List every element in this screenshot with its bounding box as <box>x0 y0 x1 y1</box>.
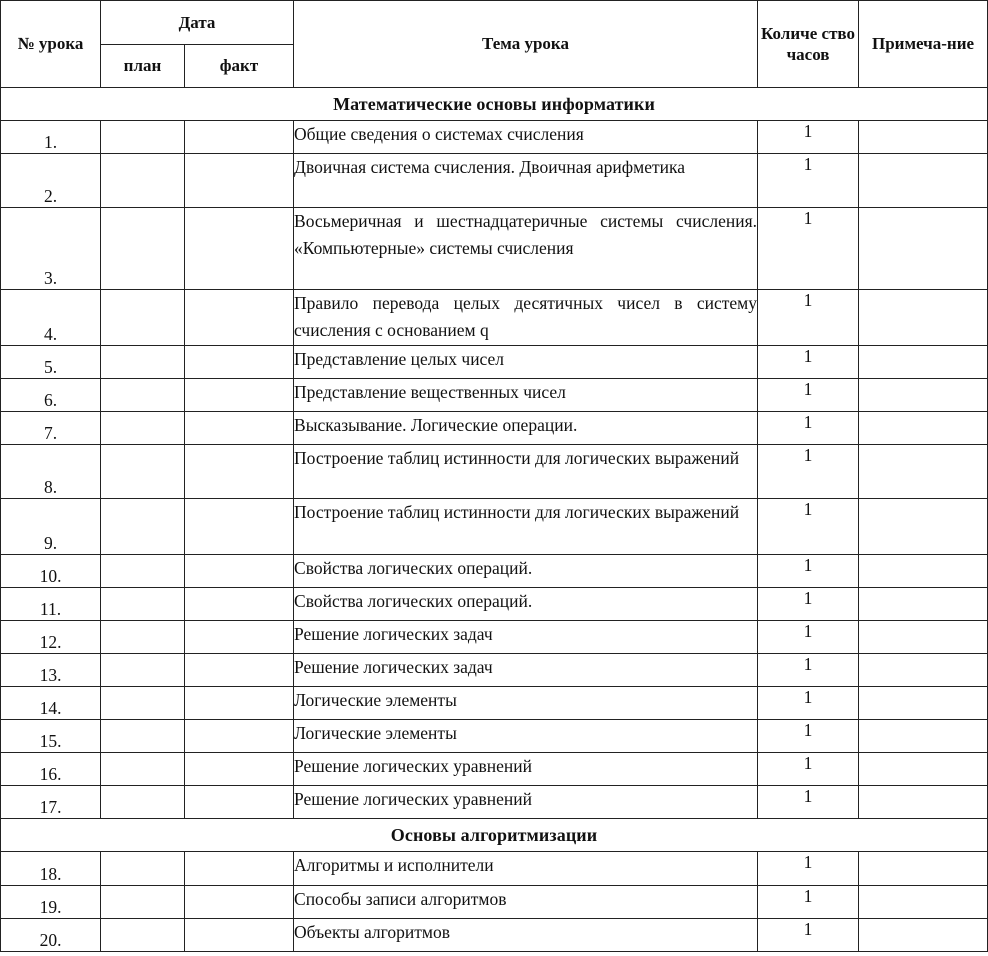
lesson-number-cell: 5. <box>1 346 101 379</box>
note-cell <box>859 687 988 720</box>
date-fact-cell <box>185 290 294 346</box>
hours-cell: 1 <box>758 555 859 588</box>
table-body <box>1 88 988 952</box>
hours-cell: 1 <box>758 886 859 919</box>
note-cell <box>859 208 988 290</box>
hours-cell: 1 <box>758 499 859 555</box>
header-hours-count: Количе ство часов <box>758 1 859 88</box>
date-plan-cell <box>101 346 185 379</box>
lesson-number-cell: 13. <box>1 654 101 687</box>
lesson-number-cell: 6. <box>1 379 101 412</box>
hours-cell: 1 <box>758 654 859 687</box>
note-cell <box>859 720 988 753</box>
table-row <box>1 654 988 687</box>
lesson-topic-cell: Логические элементы <box>294 720 758 753</box>
lesson-topic-cell: Свойства логических операций. <box>294 588 758 621</box>
note-cell <box>859 654 988 687</box>
date-plan-cell <box>101 154 185 208</box>
lesson-number-cell: 10. <box>1 555 101 588</box>
date-plan-cell <box>101 919 185 952</box>
table-row <box>1 154 988 208</box>
lesson-topic-cell: Объекты алгоритмов <box>294 919 758 952</box>
lesson-number-cell: 15. <box>1 720 101 753</box>
table-row <box>1 346 988 379</box>
note-cell <box>859 379 988 412</box>
header-lesson-topic: Тема урока <box>294 1 758 88</box>
lesson-number-cell: 3. <box>1 208 101 290</box>
section-title: Основы алгоритмизации <box>1 819 988 852</box>
header-date-fact: факт <box>185 45 294 88</box>
date-fact-cell <box>185 886 294 919</box>
lesson-number-cell: 1. <box>1 121 101 154</box>
note-cell <box>859 154 988 208</box>
table-row <box>1 852 988 886</box>
section-title: Математические основы информатики <box>1 88 988 121</box>
lesson-topic-cell: Общие сведения о системах счисления <box>294 121 758 154</box>
date-plan-cell <box>101 687 185 720</box>
note-cell <box>859 499 988 555</box>
date-fact-cell <box>185 588 294 621</box>
table-row <box>1 121 988 154</box>
date-plan-cell <box>101 852 185 886</box>
hours-cell: 1 <box>758 621 859 654</box>
lesson-number-cell: 8. <box>1 445 101 499</box>
date-plan-cell <box>101 886 185 919</box>
lesson-topic-cell: Представление вещественных чисел <box>294 379 758 412</box>
note-cell <box>859 588 988 621</box>
section-row <box>1 819 988 852</box>
lesson-topic-cell: Высказывание. Логические операции. <box>294 412 758 445</box>
date-fact-cell <box>185 786 294 819</box>
date-fact-cell <box>185 412 294 445</box>
lesson-topic-cell: Алгоритмы и исполнители <box>294 852 758 886</box>
note-cell <box>859 555 988 588</box>
lesson-topic-cell: Свойства логических операций. <box>294 555 758 588</box>
date-fact-cell <box>185 753 294 786</box>
hours-cell: 1 <box>758 720 859 753</box>
table-row <box>1 499 988 555</box>
date-fact-cell <box>185 852 294 886</box>
date-fact-cell <box>185 654 294 687</box>
note-cell <box>859 753 988 786</box>
lesson-topic-cell: Решение логических задач <box>294 621 758 654</box>
hours-cell: 1 <box>758 687 859 720</box>
date-fact-cell <box>185 445 294 499</box>
date-fact-cell <box>185 687 294 720</box>
hours-cell: 1 <box>758 852 859 886</box>
date-plan-cell <box>101 499 185 555</box>
table-row <box>1 379 988 412</box>
lesson-topic-cell: Правило перевода целых десятичных чисел в систему счисления с основанием q <box>294 290 758 346</box>
date-plan-cell <box>101 621 185 654</box>
date-fact-cell <box>185 720 294 753</box>
hours-cell: 1 <box>758 154 859 208</box>
hours-cell: 1 <box>758 346 859 379</box>
date-plan-cell <box>101 445 185 499</box>
header-note: Примеча-ние <box>859 1 988 88</box>
lesson-number-cell: 11. <box>1 588 101 621</box>
table-row <box>1 290 988 346</box>
date-fact-cell <box>185 379 294 412</box>
hours-cell: 1 <box>758 919 859 952</box>
table-row <box>1 786 988 819</box>
lesson-number-cell: 19. <box>1 886 101 919</box>
lesson-topic-cell: Построение таблиц истинности для логических выражений <box>294 445 758 499</box>
date-plan-cell <box>101 379 185 412</box>
table-row <box>1 919 988 952</box>
table-row <box>1 720 988 753</box>
table-row <box>1 445 988 499</box>
table-row <box>1 753 988 786</box>
hours-cell: 1 <box>758 290 859 346</box>
lesson-number-cell: 9. <box>1 499 101 555</box>
lesson-number-cell: 7. <box>1 412 101 445</box>
date-fact-cell <box>185 346 294 379</box>
hours-cell: 1 <box>758 121 859 154</box>
date-plan-cell <box>101 412 185 445</box>
note-cell <box>859 621 988 654</box>
note-cell <box>859 346 988 379</box>
lesson-number-cell: 14. <box>1 687 101 720</box>
section-row <box>1 88 988 121</box>
lesson-number-cell: 16. <box>1 753 101 786</box>
note-cell <box>859 290 988 346</box>
hours-cell: 1 <box>758 379 859 412</box>
lesson-number-cell: 2. <box>1 154 101 208</box>
table-header <box>1 1 988 88</box>
table-row <box>1 208 988 290</box>
lesson-number-cell: 18. <box>1 852 101 886</box>
lesson-number-cell: 20. <box>1 919 101 952</box>
lesson-topic-cell: Способы записи алгоритмов <box>294 886 758 919</box>
date-fact-cell <box>185 621 294 654</box>
lesson-topic-cell: Решение логических уравнений <box>294 786 758 819</box>
date-fact-cell <box>185 208 294 290</box>
header-date-plan: план <box>101 45 185 88</box>
hours-cell: 1 <box>758 753 859 786</box>
header-lesson-number: № урока <box>1 1 101 88</box>
lesson-number-cell: 4. <box>1 290 101 346</box>
table-row <box>1 621 988 654</box>
date-plan-cell <box>101 720 185 753</box>
date-plan-cell <box>101 588 185 621</box>
date-plan-cell <box>101 786 185 819</box>
lesson-topic-cell: Представление целых чисел <box>294 346 758 379</box>
lesson-topic-cell: Логические элементы <box>294 687 758 720</box>
date-plan-cell <box>101 290 185 346</box>
date-plan-cell <box>101 555 185 588</box>
note-cell <box>859 919 988 952</box>
hours-cell: 1 <box>758 412 859 445</box>
lesson-number-cell: 12. <box>1 621 101 654</box>
lesson-topic-cell: Восьмеричная и шестнадцатеричные системы счисления. «Компьютерные» системы счисления <box>294 208 758 290</box>
date-plan-cell <box>101 208 185 290</box>
lesson-topic-cell: Решение логических задач <box>294 654 758 687</box>
table-row <box>1 588 988 621</box>
lesson-number-cell: 17. <box>1 786 101 819</box>
date-fact-cell <box>185 919 294 952</box>
note-cell <box>859 121 988 154</box>
hours-cell: 1 <box>758 445 859 499</box>
date-plan-cell <box>101 121 185 154</box>
note-cell <box>859 445 988 499</box>
table-row <box>1 555 988 588</box>
date-fact-cell <box>185 154 294 208</box>
table-row <box>1 687 988 720</box>
lesson-topic-cell: Решение логических уравнений <box>294 753 758 786</box>
hours-cell: 1 <box>758 786 859 819</box>
hours-cell: 1 <box>758 208 859 290</box>
note-cell <box>859 786 988 819</box>
lesson-topic-cell: Построение таблиц истинности для логических выражений <box>294 499 758 555</box>
lesson-topic-cell: Двоичная система счисления. Двоичная арифметика <box>294 154 758 208</box>
table-row <box>1 886 988 919</box>
note-cell <box>859 412 988 445</box>
header-date: Дата <box>101 1 294 45</box>
date-plan-cell <box>101 753 185 786</box>
date-fact-cell <box>185 499 294 555</box>
table-row <box>1 412 988 445</box>
hours-cell: 1 <box>758 588 859 621</box>
date-fact-cell <box>185 121 294 154</box>
date-fact-cell <box>185 555 294 588</box>
note-cell <box>859 886 988 919</box>
date-plan-cell <box>101 654 185 687</box>
note-cell <box>859 852 988 886</box>
